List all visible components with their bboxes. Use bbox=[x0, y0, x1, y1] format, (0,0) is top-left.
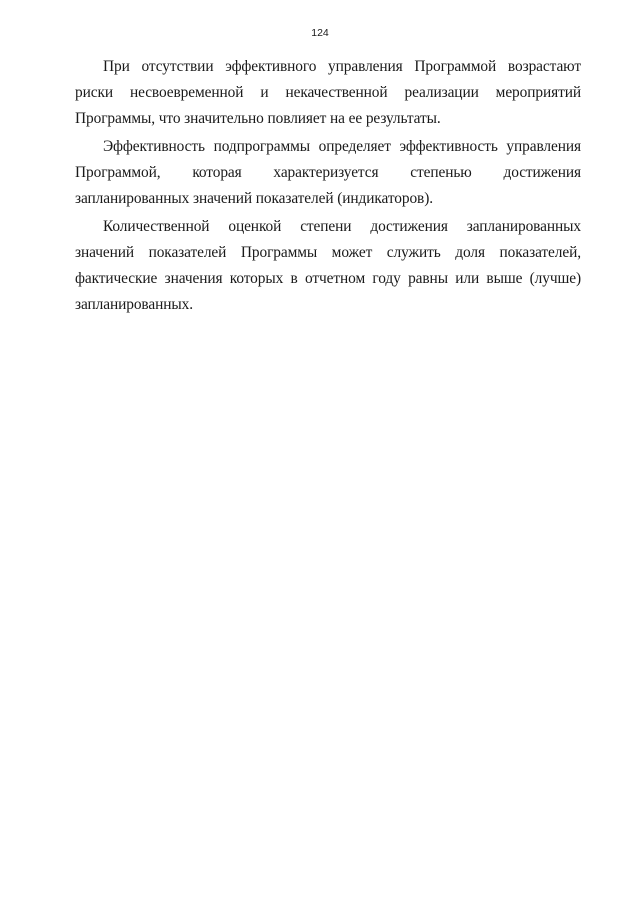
document-body bbox=[75, 54, 581, 320]
paragraph-subprogram-efficiency: Эффективность подпрограммы определяет эффективность управления Программой, которая характеризуется степенью достижения запланированных значений показателей (индикаторов). bbox=[75, 138, 581, 207]
page-number: 124 bbox=[311, 27, 329, 39]
paragraph-management-risks: При отсутствии эффективного управления Программой возрастают риски несвоевременной и некачественной реализации мероприятий Программы, что значительно повлияет на ее результаты. bbox=[75, 58, 581, 127]
paragraph-quantitative-assessment: Количественной оценкой степени достижения запланированных значений показателей Программы может служить доля показателей, фактические значения которых в отчетном году равны или выше (лучше) запланированных. bbox=[75, 218, 581, 313]
